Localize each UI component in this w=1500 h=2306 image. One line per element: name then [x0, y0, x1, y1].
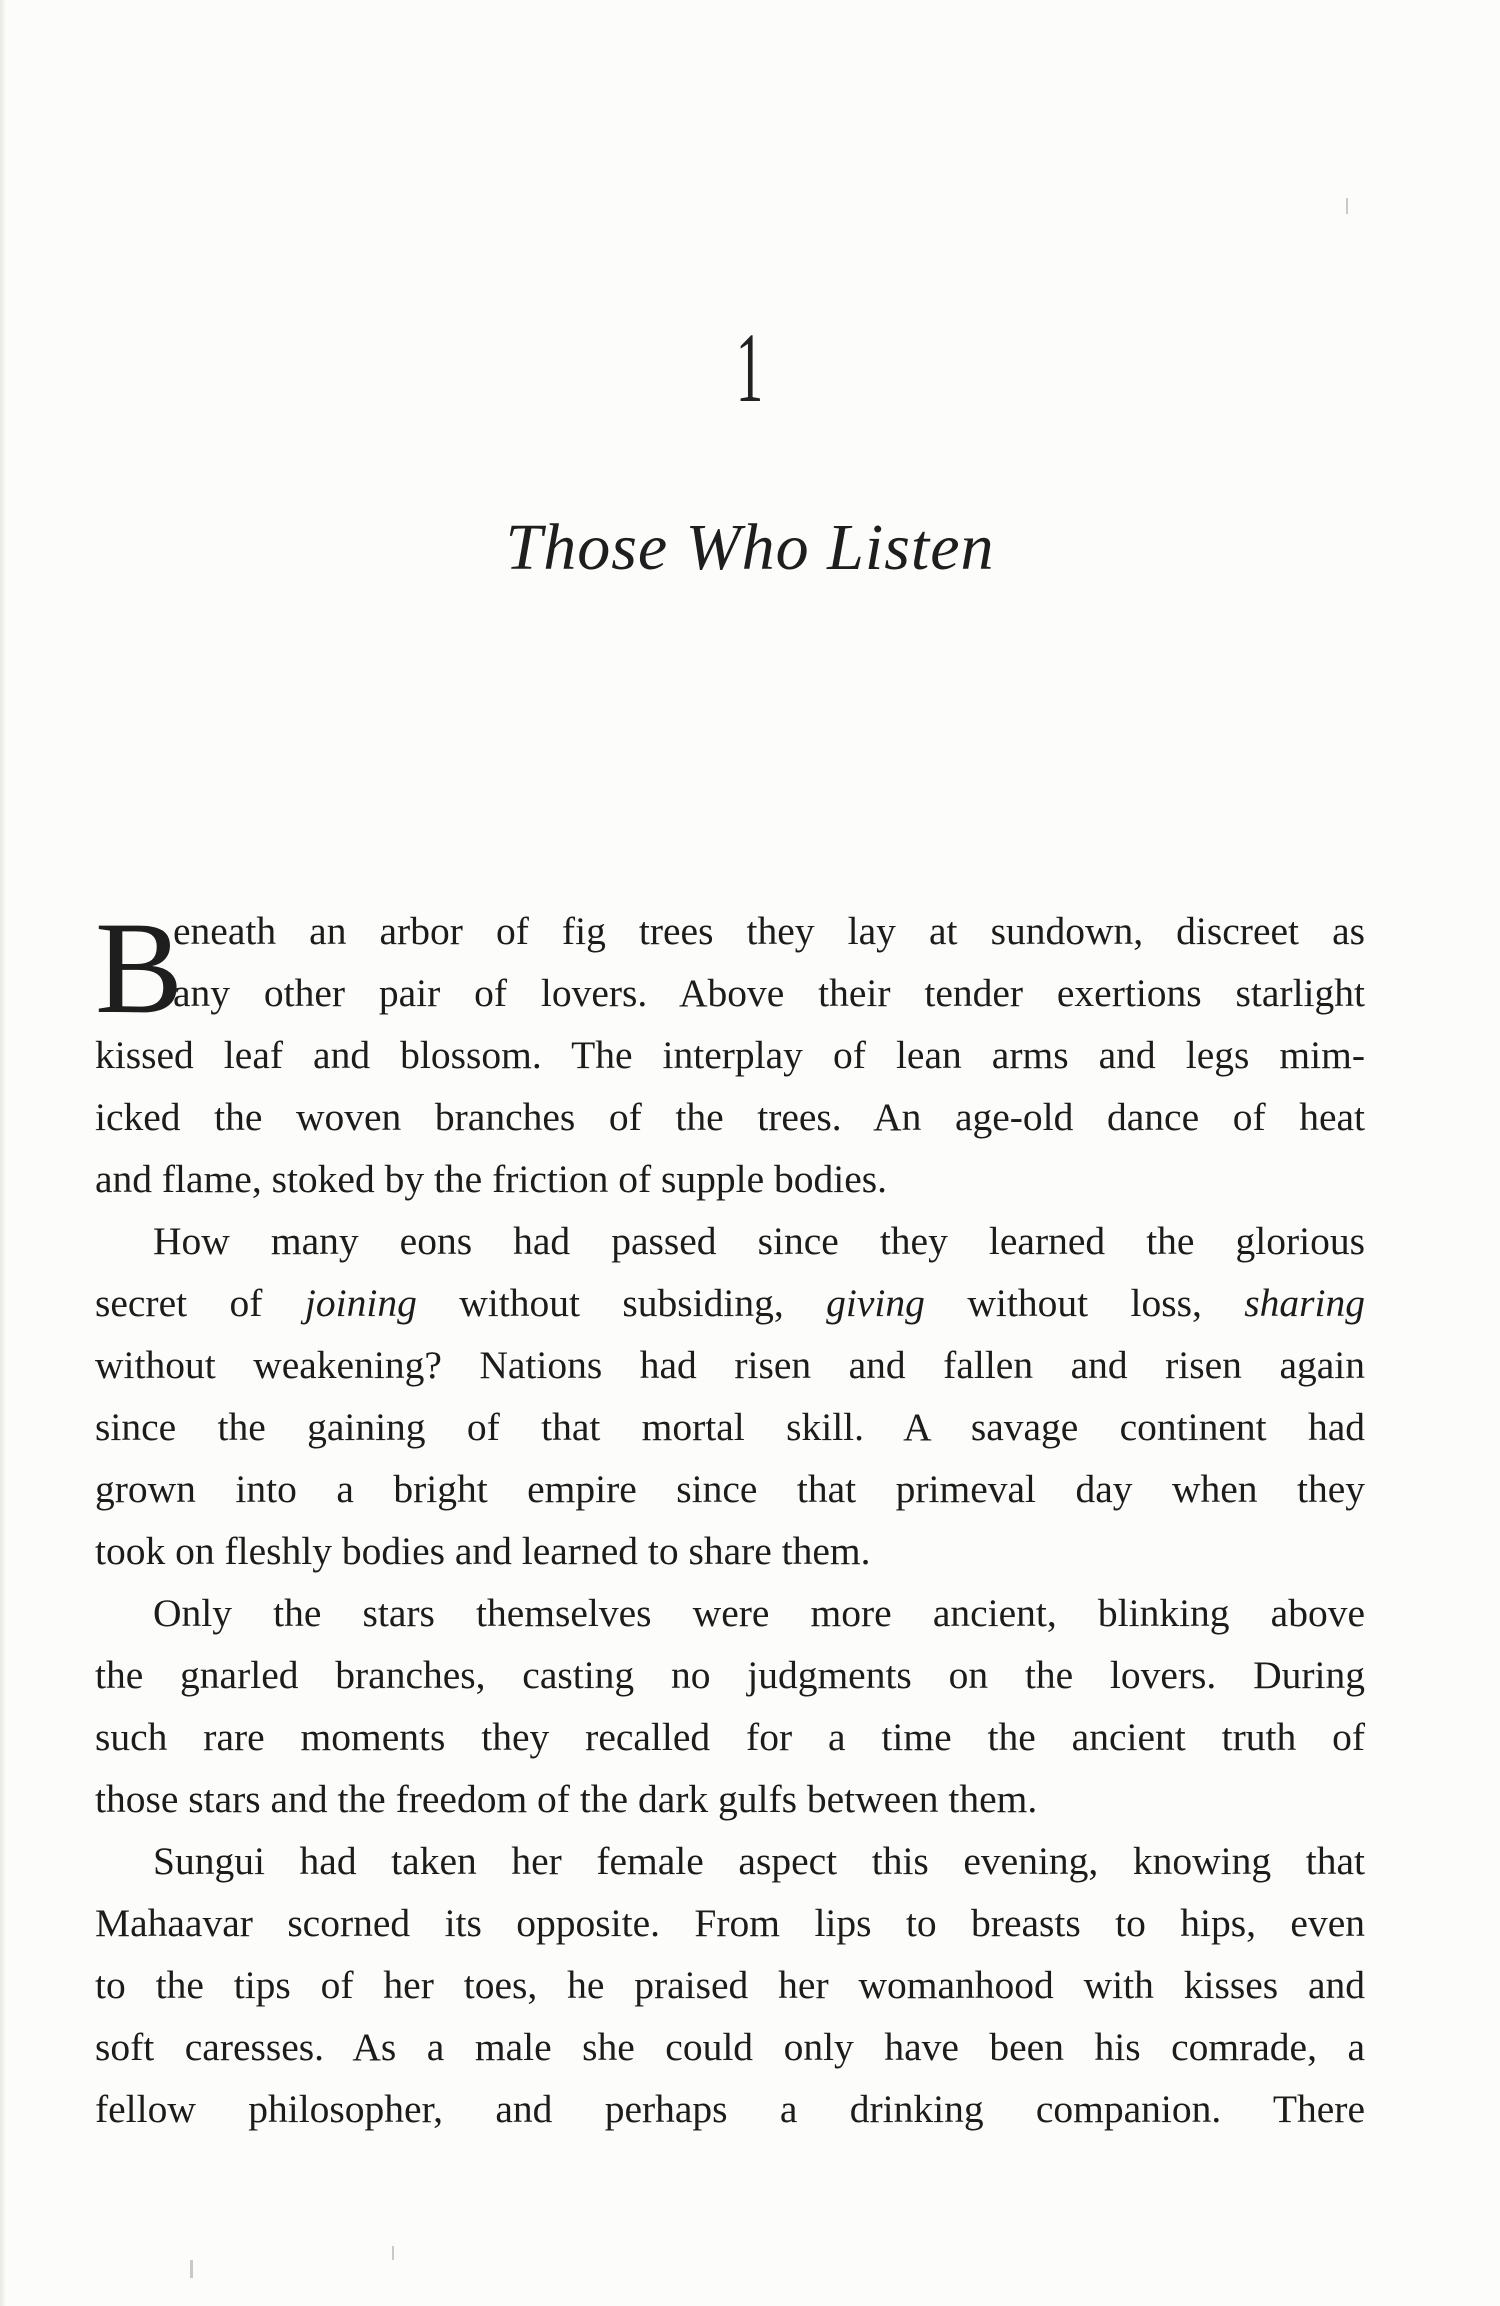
text-line: grown into a bright empire since that primeval day when they — [95, 1467, 1365, 1511]
scan-edge — [0, 0, 6, 2306]
text-line: without weakening? Nations had risen and fallen and risen again — [95, 1343, 1365, 1387]
chapter-body — [95, 894, 1365, 2140]
text-segment: without loss, — [924, 1281, 1245, 1325]
text-line: soft caresses. As a male she could only have been his comrade, a — [95, 2025, 1365, 2069]
text-line: any other pair of lovers. Above their tender exertions starlight — [173, 971, 1365, 1015]
text-line: and flame, stoked by the friction of supple bodies. — [95, 1157, 888, 1201]
emphasis-sharing: sharing — [1244, 1281, 1365, 1325]
text-line: Only the stars themselves were more ancient, blinking above — [153, 1591, 1365, 1635]
text-line: Sungui had taken her female aspect this evening, knowing that — [153, 1839, 1365, 1883]
text-line: fellow philosopher, and perhaps a drinking companion. There — [95, 2087, 1365, 2131]
text-line: icked the woven branches of the trees. An age-old dance of heat — [95, 1095, 1365, 1139]
text-line-with-emphasis — [95, 1272, 1365, 1334]
chapter-number: 1 — [735, 312, 765, 423]
text-line: took on fleshly bodies and learned to share them. — [95, 1529, 871, 1573]
text-line: those stars and the freedom of the dark gulfs between them. — [95, 1777, 1038, 1821]
text-line: eneath an arbor of fig trees they lay at sundown, discreet as — [173, 909, 1365, 953]
text-segment: without subsiding, — [416, 1281, 827, 1325]
emphasis-giving: giving — [826, 1281, 925, 1325]
text-line: such rare moments they recalled for a time the ancient truth of — [95, 1715, 1365, 1759]
text-line: the gnarled branches, casting no judgments on the lovers. During — [95, 1653, 1365, 1697]
scan-speck — [392, 2246, 394, 2260]
text-line: Mahaavar scorned its opposite. From lips to breasts to hips, even — [95, 1901, 1365, 1945]
text-line: kissed leaf and blossom. The interplay of lean arms and legs mim- — [95, 1033, 1365, 1077]
text-line: How many eons had passed since they learned the glorious — [153, 1219, 1365, 1263]
emphasis-joining: joining — [304, 1281, 417, 1325]
scan-speck — [1346, 198, 1348, 214]
chapter-title: Those Who Listen — [505, 511, 995, 584]
drop-cap: B — [95, 894, 184, 1041]
text-segment: secret of — [95, 1281, 305, 1325]
text-line: to the tips of her toes, he praised her womanhood with kisses and — [95, 1963, 1365, 2007]
scan-speck — [190, 2260, 193, 2278]
text-line: since the gaining of that mortal skill. A savage continent had — [95, 1405, 1365, 1449]
